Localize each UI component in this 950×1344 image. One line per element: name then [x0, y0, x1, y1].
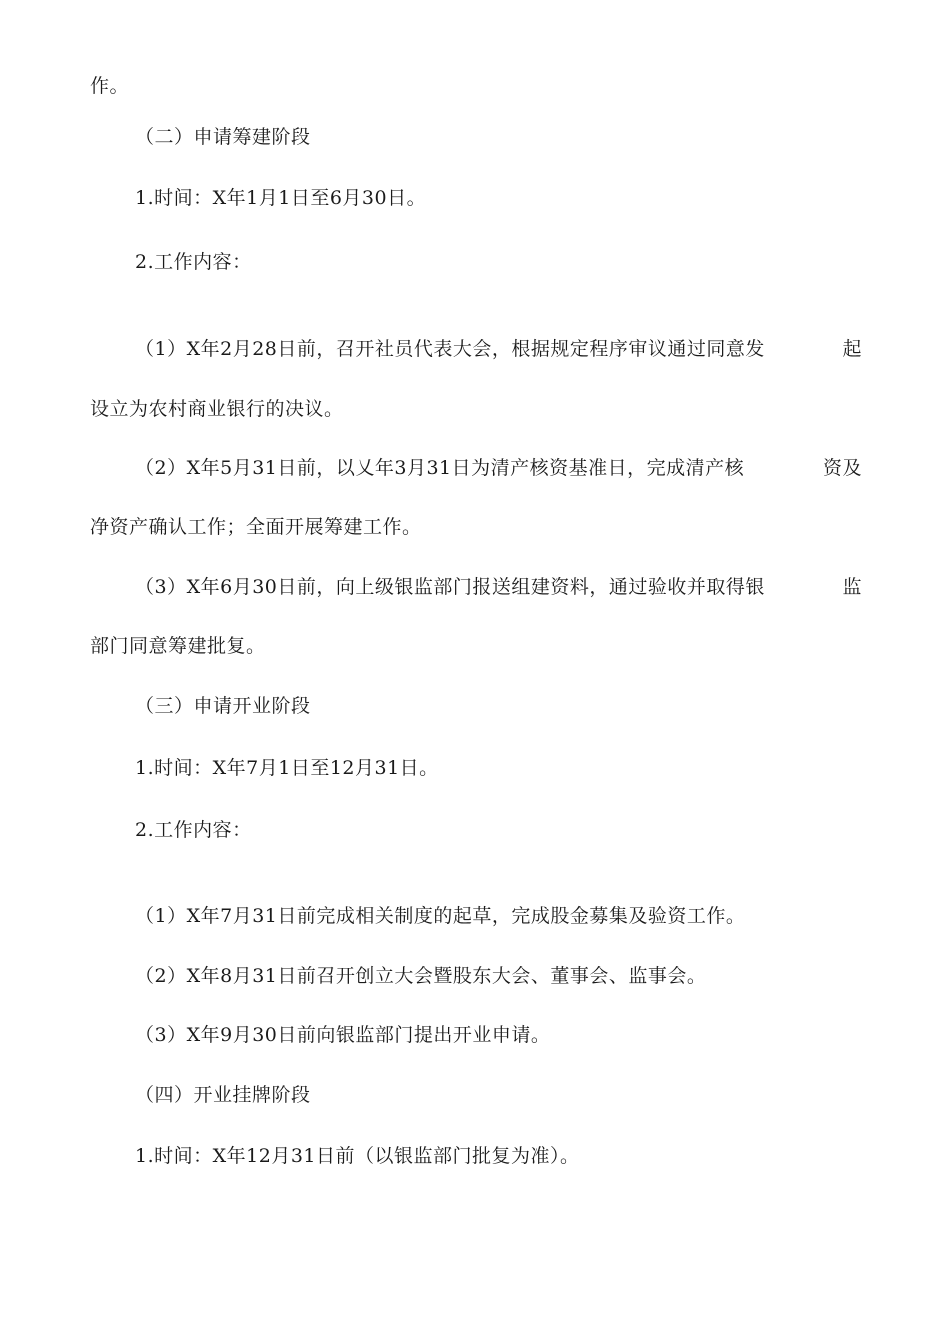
paragraph-continuation: 作。	[90, 75, 130, 97]
list-item-time: 1.时间：X年1月1日至6月30日。	[135, 187, 427, 209]
sub-item-1-line1	[90, 337, 862, 361]
sub-item-text: （2）X年5月31日前，以乂年3月31日为清产核资基准日，完成清产核	[135, 457, 745, 479]
list-item-time: 1.时间：X年12月31日前（以银监部门批复为准）。	[135, 1145, 580, 1167]
sub-item-2-line2: 净资产确认工作；全面开展筹建工作。	[90, 516, 422, 538]
sub-item-tail: 起	[842, 338, 862, 360]
sub-item-tail: 资及	[822, 457, 862, 479]
section-heading-2: （二）申请筹建阶段	[135, 126, 311, 148]
sub-item-1: （1）X年7月31日前完成相关制度的起草，完成股金募集及验资工作。	[135, 905, 746, 927]
list-item-work-content: 2.工作内容：	[135, 251, 252, 273]
sub-item-3-line2: 部门同意筹建批复。	[90, 635, 266, 657]
list-item-work-content: 2.工作内容：	[135, 819, 252, 841]
list-item-time: 1.时间：X年7月1日至12月31日。	[135, 757, 439, 779]
sub-item-2: （2）X年8月31日前召开创立大会暨股东大会、董事会、监事会。	[135, 965, 707, 987]
sub-item-text: （3）X年6月30日前，向上级银监部门报送组建资料，通过验收并取得银	[135, 576, 765, 598]
sub-item-1-line2: 设立为农村商业银行的决议。	[90, 398, 344, 420]
sub-item-tail: 监	[842, 576, 862, 598]
sub-item-3: （3）X年9月30日前向银监部门提出开业申请。	[135, 1024, 551, 1046]
sub-item-3-line1	[90, 575, 862, 599]
sub-item-text: （1）X年2月28日前，召开社员代表大会，根据规定程序审议通过同意发	[135, 338, 765, 360]
section-heading-4: （四）开业挂牌阶段	[135, 1084, 311, 1106]
sub-item-2-line1	[90, 456, 862, 480]
section-heading-3: （三）申请开业阶段	[135, 695, 311, 717]
